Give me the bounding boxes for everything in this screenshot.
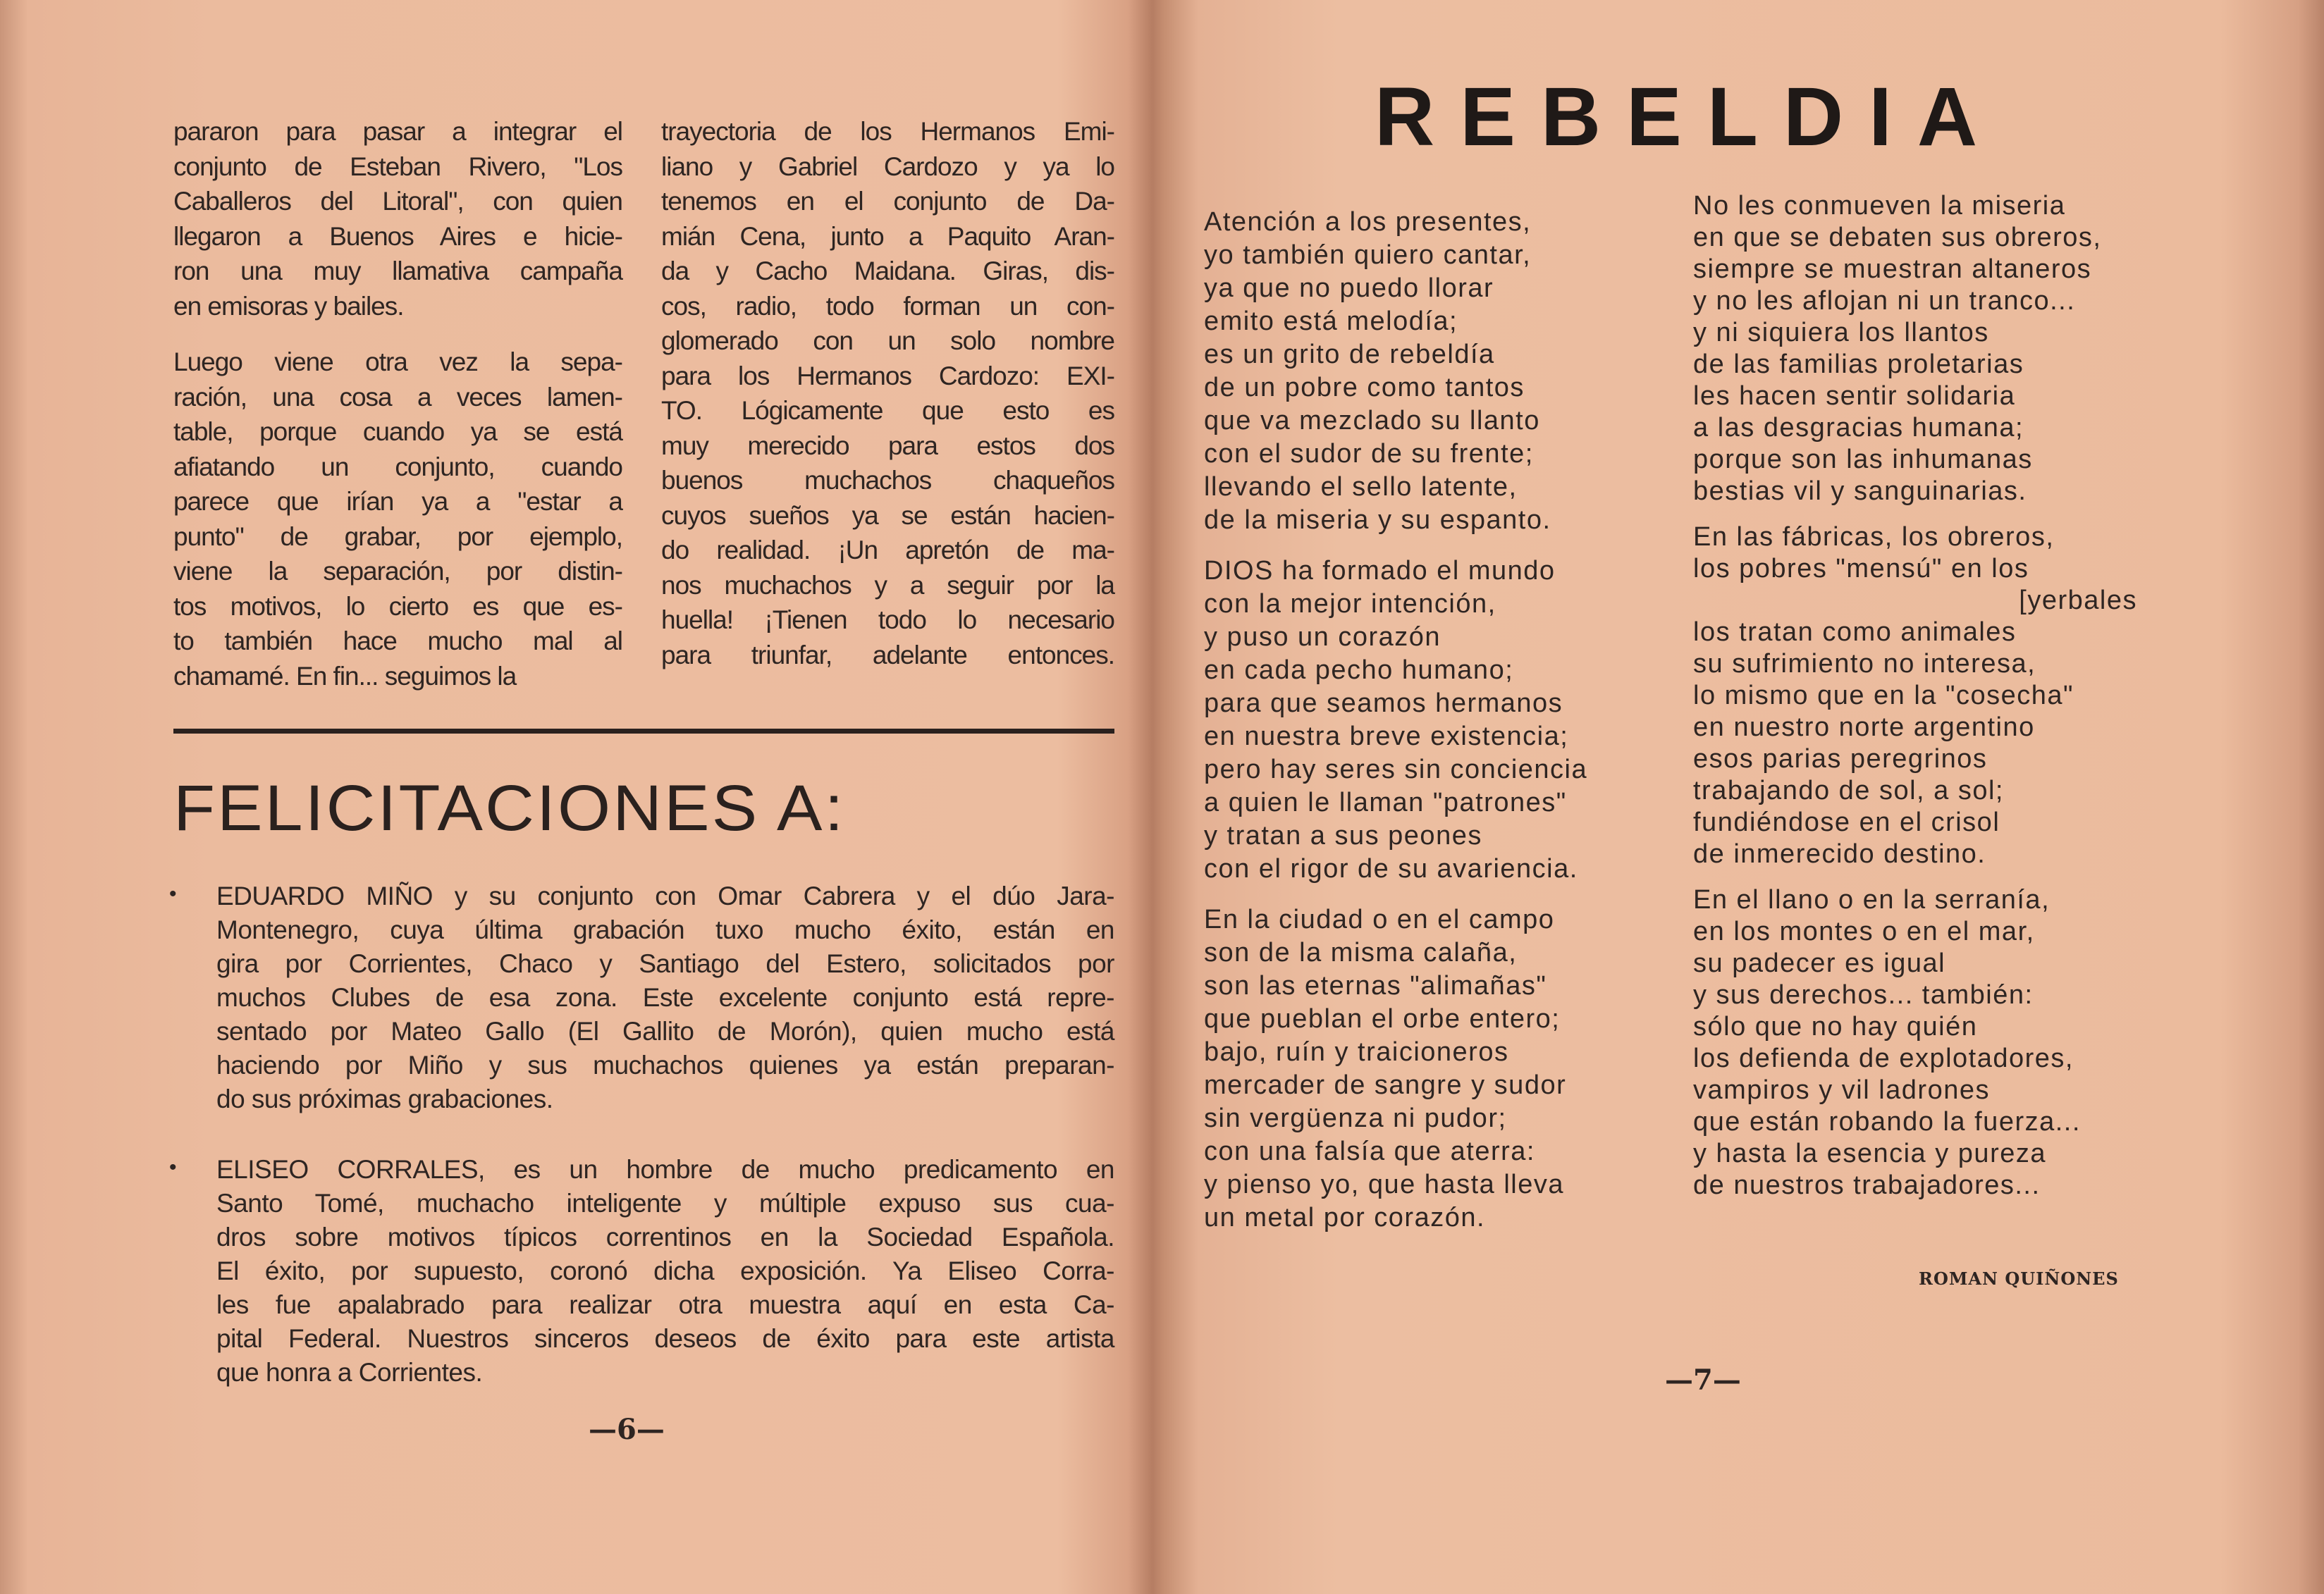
text-line: llegaron a Buenos Aires e hicie- xyxy=(173,221,622,251)
text-line: conjunto de Esteban Rivero, "Los xyxy=(173,152,622,181)
text-line: y sus derechos... también: xyxy=(1693,980,2034,1010)
text-line: sentado por Mateo Gallo (El Gallito de Morón), quien mucho está xyxy=(216,1017,1114,1046)
poem-column-1 xyxy=(1204,206,1648,1235)
text-line: pararon para pasar a integrar el xyxy=(173,117,622,146)
text-line: que están robando la fuerza... xyxy=(1693,1107,2081,1137)
text-line: tos motivos, lo cierto es que es- xyxy=(173,591,622,621)
text-line: en los montes o en el mar, xyxy=(1693,917,2035,946)
text-line: Santo Tomé, muchacho inteligente y múltiple expuso sus cua- xyxy=(216,1189,1114,1218)
paragraph-gap xyxy=(1204,537,1648,555)
text-line: En la ciudad o en el campo xyxy=(1204,905,1555,934)
text-line: buenos muchachos chaqueños xyxy=(661,466,1114,495)
text-line: viene la separación, por distin- xyxy=(173,557,622,586)
text-line: y no les aflojan ni un tranco... xyxy=(1693,286,2076,316)
text-line: de la miseria y su espanto. xyxy=(1204,505,1551,535)
text-line: pital Federal. Nuestros sinceros deseos de éxito para este artista xyxy=(216,1324,1114,1353)
text-line: de inmerecido destino. xyxy=(1693,839,1986,869)
text-line: nos muchachos y a seguir por la xyxy=(661,570,1114,600)
text-line: y ni siquiera los llantos xyxy=(1693,318,1989,347)
text-line: pero hay seres sin conciencia xyxy=(1204,755,1588,784)
text-line: y hasta la esencia y pureza xyxy=(1693,1139,2046,1168)
text-line: con el rigor de su avariencia. xyxy=(1204,854,1578,884)
text-line: con la mejor intención, xyxy=(1204,589,1496,619)
text-line: to también hace mucho mal al xyxy=(173,626,622,655)
text-line: cuyos sueños ya se están hacien- xyxy=(661,500,1114,530)
text-line: los pobres "mensú" en los xyxy=(1693,554,2029,583)
poem-author: ROMAN QUIÑONES xyxy=(1919,1268,2119,1289)
text-line: En el llano o en la serranía, xyxy=(1693,885,2051,915)
text-line: les hacen sentir solidaria xyxy=(1693,381,2016,411)
text-line: emito está melodía; xyxy=(1204,307,1458,336)
text-line: trabajando de sol, a sol; xyxy=(1693,776,2004,805)
text-line: de nuestros trabajadores... xyxy=(1693,1170,2041,1200)
bullet-icon: • xyxy=(169,1156,177,1179)
text-line: bestias vil y sanguinarias. xyxy=(1693,476,2027,506)
text-line: muy merecido para estos dos xyxy=(661,431,1114,460)
paragraph-gap xyxy=(1693,870,2137,884)
text-line: dros sobre motivos típicos correntinos en la Sociedad Española. xyxy=(216,1223,1114,1252)
text-line: do realidad. ¡Un apretón de ma- xyxy=(661,536,1114,564)
text-line: tenemos en el conjunto de Da- xyxy=(661,187,1114,216)
text-line: para triunfar, adelante entonces. xyxy=(661,640,1114,669)
text-line: en que se debaten sus obreros, xyxy=(1693,223,2102,252)
text-line: bajo, ruín y traicioneros xyxy=(1204,1037,1509,1067)
text-line: les fue apalabrado para realizar otra muestra aquí en esta Ca- xyxy=(216,1290,1114,1319)
text-line: en emisoras y bailes. xyxy=(173,291,404,321)
text-line: con el sudor de su frente; xyxy=(1204,439,1534,469)
article-column-1 xyxy=(173,114,622,693)
text-line: y puso un corazón xyxy=(1204,622,1441,652)
text-line: es un grito de rebeldía xyxy=(1204,340,1495,369)
text-line: punto" de grabar, por ejemplo, xyxy=(173,521,622,551)
text-line: en cada pecho humano; xyxy=(1204,655,1514,685)
page-number: —7— xyxy=(1665,1364,1741,1397)
text-line: vampiros y vil ladrones xyxy=(1693,1075,1990,1105)
felicitaciones-heading: FELICITACIONES A: xyxy=(173,772,846,844)
text-line: que pueblan el orbe entero; xyxy=(1204,1004,1561,1034)
poem-column-2 xyxy=(1693,190,2137,1201)
text-line: Luego viene otra vez la sepa- xyxy=(173,347,622,376)
text-line: [yerbales xyxy=(2019,586,2137,615)
text-line: trayectoria de los Hermanos Emi- xyxy=(661,117,1114,146)
text-line: sólo que no hay quién xyxy=(1693,1012,1978,1042)
text-line: glomerado con un solo nombre xyxy=(661,326,1114,355)
text-line: haciendo por Miño y sus muchachos quienes ya están preparan- xyxy=(216,1051,1114,1080)
paragraph-gap xyxy=(1204,886,1648,903)
text-line: parece que irían ya a "estar a xyxy=(173,487,622,516)
text-line: Atención a los presentes, xyxy=(1204,207,1532,237)
text-line: con una falsía que aterra: xyxy=(1204,1137,1535,1166)
text-line: esos parias peregrinos xyxy=(1693,744,1988,774)
text-line: mercader de sangre y sudor xyxy=(1204,1070,1567,1100)
text-line: que honra a Corrientes. xyxy=(216,1358,483,1387)
text-line: ya que no puedo llorar xyxy=(1204,273,1494,303)
text-line: a quien le llaman "patrones" xyxy=(1204,788,1567,817)
right-page xyxy=(1156,0,2324,1594)
text-line: No les conmueven la miseria xyxy=(1693,191,2066,221)
text-line: y pienso yo, que hasta lleva xyxy=(1204,1170,1564,1199)
text-line: su padecer es igual xyxy=(1693,949,1946,978)
text-line: son las eternas "alimañas" xyxy=(1204,971,1547,1001)
text-line: mián Cena, junto a Paquito Aran- xyxy=(661,221,1114,251)
bullet-icon: • xyxy=(169,882,177,906)
text-line: son de la misma calaña, xyxy=(1204,938,1518,968)
text-line: su sufrimiento no interesa, xyxy=(1693,649,2036,679)
text-line: en nuestro norte argentino xyxy=(1693,712,2035,742)
text-line: En las fábricas, los obreros, xyxy=(1693,522,2055,552)
text-line: lo mismo que en la "cosecha" xyxy=(1693,681,2074,710)
felicitacion-item xyxy=(216,1153,1114,1390)
text-line: TO. Lógicamente que esto es xyxy=(661,396,1114,425)
text-line: DIOS ha formado el mundo xyxy=(1204,556,1556,586)
text-line: Caballeros del Litoral", con quien xyxy=(173,187,622,216)
paragraph-gap xyxy=(1693,507,2137,521)
text-line: table, porque cuando ya se está xyxy=(173,417,622,446)
text-line: sin vergüenza ni pudor; xyxy=(1204,1104,1507,1133)
text-line: ración, una cosa a veces lamen- xyxy=(173,382,622,412)
text-line: liano y Gabriel Cardozo y ya lo xyxy=(661,152,1114,181)
text-line: muchos Clubes de esa zona. Este excelente conjunto está repre- xyxy=(216,983,1114,1012)
text-line: huella! ¡Tienen todo lo necesario xyxy=(661,605,1114,634)
text-line: chamamé. En fin... seguimos la xyxy=(173,661,517,691)
page-number: —6— xyxy=(589,1413,665,1446)
text-line: a las desgracias humana; xyxy=(1693,413,2024,443)
text-line: ron una muy llamativa campaña xyxy=(173,257,622,285)
poem-title: REBELDIA xyxy=(1375,70,2003,163)
felicitacion-item xyxy=(216,879,1114,1116)
text-line: para que seamos hermanos xyxy=(1204,688,1563,718)
paragraph-gap xyxy=(173,323,622,345)
text-line: un metal por corazón. xyxy=(1204,1203,1486,1232)
text-line: gira por Corrientes, Chaco y Santiago del Estero, solicitados por xyxy=(216,949,1114,978)
text-line: en nuestra breve existencia; xyxy=(1204,722,1569,751)
text-line: da y Cacho Maidana. Giras, dis- xyxy=(661,257,1114,285)
text-line: y tratan a sus peones xyxy=(1204,821,1482,851)
text-line: do sus próximas grabaciones. xyxy=(216,1085,553,1113)
text-line: que va mezclado su llanto xyxy=(1204,406,1540,435)
text-line: de un pobre como tantos xyxy=(1204,373,1525,402)
text-line: cos, radio, todo forman un con- xyxy=(661,291,1114,321)
text-line: ELISEO CORRALES, es un hombre de mucho predicamento en xyxy=(216,1155,1114,1184)
text-line: los defienda de explotadores, xyxy=(1693,1044,2074,1073)
text-line: El éxito, por supuesto, coronó dicha exposición. Ya Eliseo Corra- xyxy=(216,1256,1114,1285)
text-line: siempre se muestran altaneros xyxy=(1693,254,2092,284)
section-divider xyxy=(173,729,1114,734)
text-line: yo también quiero cantar, xyxy=(1204,240,1532,270)
text-line: de las familias proletarias xyxy=(1693,350,2024,379)
text-line: EDUARDO MIÑO y su conjunto con Omar Cabrera y el dúo Jara- xyxy=(216,882,1114,910)
text-line: para los Hermanos Cardozo: EXI- xyxy=(661,361,1114,390)
text-line: llevando el sello latente, xyxy=(1204,472,1518,502)
left-page xyxy=(0,0,1156,1594)
article-column-2 xyxy=(661,114,1114,672)
text-line: fundiéndose en el crisol xyxy=(1693,808,2000,837)
text-line: Montenegro, cuya última grabación tuxo mucho éxito, están en xyxy=(216,915,1114,944)
text-line: porque son las inhumanas xyxy=(1693,445,2033,474)
text-line: afiatando un conjunto, cuando xyxy=(173,452,622,481)
text-line: los tratan como animales xyxy=(1693,617,2017,647)
